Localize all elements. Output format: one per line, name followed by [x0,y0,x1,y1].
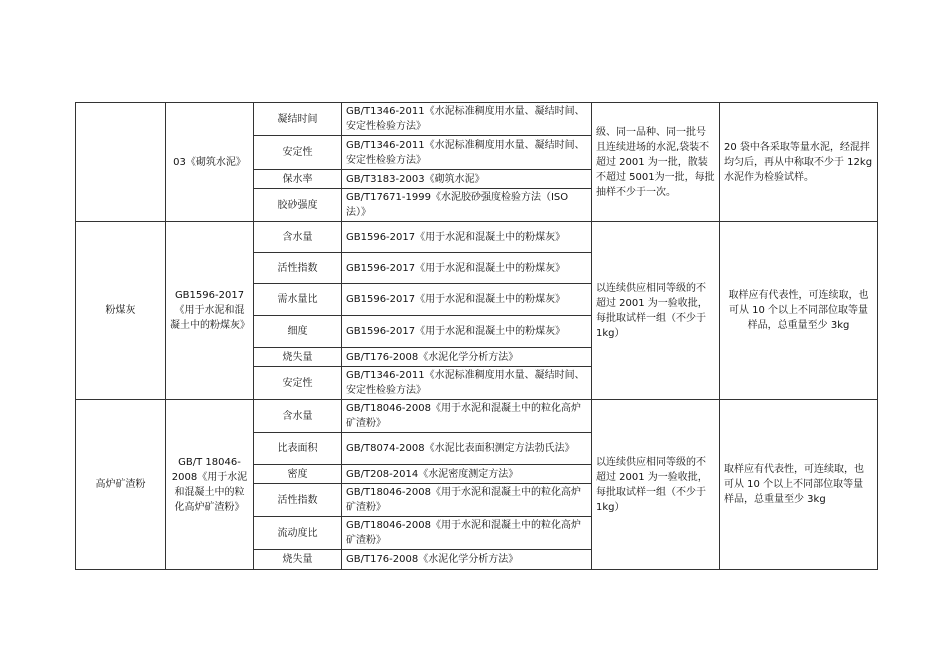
test-method-cell: GB/T1346-2011《水泥标准稠度用水量、凝结时间、安定性检验方法》 [342,367,592,400]
test-method-cell: GB1596-2017《用于水泥和混凝土中的粉煤灰》 [342,222,592,253]
material-cell: 高炉矿渣粉 [76,400,166,570]
test-method-cell: GB/T18046-2008《用于水泥和混凝土中的粒化高炉矿渣粉》 [342,400,592,433]
sampling-rule-cell: 取样应有代表性，可连续取，也可从 10 个以上不同部位取等量样品，总重量至少 3kg [720,400,878,570]
test-item-cell: 流动度比 [254,517,342,550]
sampling-rule-cell: 取样应有代表性，可连续取，也可从 10 个以上不同部位取等量样品，总重量至少 3kg [720,222,878,400]
test-method-cell: GB/T8074-2008《水泥比表面积测定方法勃氏法》 [342,433,592,465]
test-method-cell: GB/T176-2008《水泥化学分析方法》 [342,550,592,570]
material-cell [76,103,166,222]
standard-cell: GB/T 18046-2008《用于水泥和混凝土中的粒化高炉矿渣粉》 [166,400,254,570]
test-item-cell: 烧失量 [254,550,342,570]
test-method-cell: GB/T18046-2008《用于水泥和混凝土中的粒化高炉矿渣粉》 [342,517,592,550]
test-item-cell: 胶砂强度 [254,189,342,222]
test-method-cell: GB/T208-2014《水泥密度测定方法》 [342,465,592,484]
specification-table [75,102,878,570]
test-item-cell: 烧失量 [254,348,342,367]
standard-cell: 03《砌筑水泥》 [166,103,254,222]
test-item-cell: 安定性 [254,367,342,400]
batch-rule-cell: 以连续供应相同等级的不超过 2001 为一验收批，每批取试样一组（不少于 1kg） [592,222,720,400]
test-item-cell: 含水量 [254,400,342,433]
test-item-cell: 凝结时间 [254,103,342,136]
test-item-cell: 需水量比 [254,284,342,316]
test-item-cell: 含水量 [254,222,342,253]
sampling-rule-cell: 20 袋中各采取等量水泥，经混拌均匀后，再从中称取不少于 12kg 水泥作为检验试样。 [720,103,878,222]
test-item-cell: 安定性 [254,136,342,170]
test-method-cell: GB/T176-2008《水泥化学分析方法》 [342,348,592,367]
table-row [76,103,878,136]
test-method-cell: GB/T17671-1999《水泥胶砂强度检验方法（ISO 法）》 [342,189,592,222]
test-method-cell: GB/T1346-2011《水泥标准稠度用水量、凝结时间、安定性检验方法》 [342,136,592,170]
test-item-cell: 密度 [254,465,342,484]
material-cell: 粉煤灰 [76,222,166,400]
test-item-cell: 活性指数 [254,253,342,284]
test-item-cell: 比表面积 [254,433,342,465]
batch-rule-cell: 以连续供应相同等级的不超过 2001 为一验收批，每批取试样一组（不少于 1kg） [592,400,720,570]
test-item-cell: 细度 [254,316,342,348]
batch-rule-cell: 级、同一品种、同一批号且连续进场的水泥,袋装不超过 2001 为一批，散装不超过 5001为一批，每批抽样不少于一次。 [592,103,720,222]
table-row [76,222,878,253]
test-item-cell: 保水率 [254,170,342,189]
test-method-cell: GB/T18046-2008《用于水泥和混凝土中的粒化高炉矿渣粉》 [342,484,592,517]
test-item-cell: 活性指数 [254,484,342,517]
test-method-cell: GB1596-2017《用于水泥和混凝土中的粉煤灰》 [342,316,592,348]
test-method-cell: GB/T3183-2003《砌筑水泥》 [342,170,592,189]
test-method-cell: GB1596-2017《用于水泥和混凝土中的粉煤灰》 [342,284,592,316]
test-method-cell: GB1596-2017《用于水泥和混凝土中的粉煤灰》 [342,253,592,284]
test-method-cell: GB/T1346-2011《水泥标准稠度用水量、凝结时间、安定性检验方法》 [342,103,592,136]
table-row [76,400,878,433]
standard-cell: GB1596-2017《用于水泥和混凝土中的粉煤灰》 [166,222,254,400]
